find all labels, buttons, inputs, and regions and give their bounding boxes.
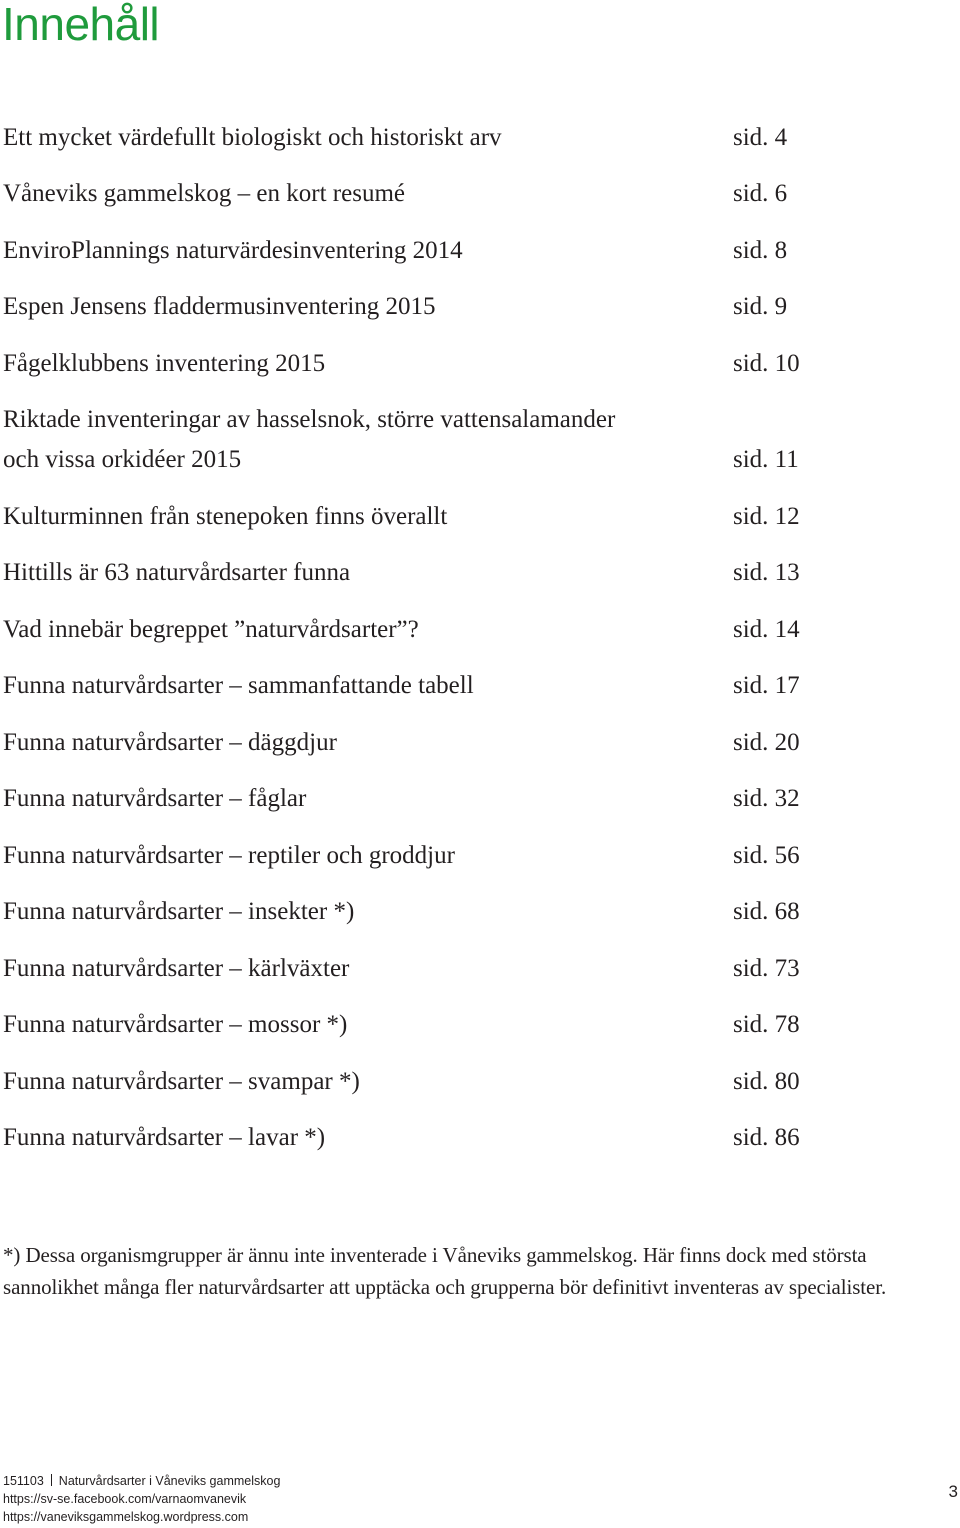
toc-entry-page: sid. 8	[733, 237, 788, 264]
toc-entry-title: Vad innebär begreppet ”naturvårdsarter”?	[3, 616, 419, 643]
toc-entry-title: Fågelklubbens inventering 2015	[3, 350, 326, 377]
toc-entry-page: sid. 11	[733, 446, 799, 473]
footer-blog-link[interactable]: https://vaneviksgammelskog.wordpress.com	[3, 1510, 249, 1524]
footer-date-code: 151103	[3, 1474, 44, 1488]
toc-entry-page: sid. 9	[733, 293, 788, 320]
toc-entry-title: Funna naturvårdsarter – däggdjur	[3, 729, 337, 756]
toc-entry-page: sid. 4	[733, 124, 788, 151]
toc-entry-page: sid. 12	[733, 503, 800, 530]
toc-entry-page: sid. 32	[733, 785, 800, 812]
toc-entry-title: Ett mycket värdefullt biologiskt och historiskt arv	[3, 124, 502, 151]
toc-entry-page: sid. 86	[733, 1124, 800, 1151]
page-footer	[3, 1472, 280, 1526]
toc-entry-title: Funna naturvårdsarter – lavar *)	[3, 1124, 326, 1151]
footer-facebook-link[interactable]: https://sv-se.facebook.com/varnaomvanevik	[3, 1492, 247, 1506]
toc-entry-page: sid. 56	[733, 842, 800, 869]
footer-separator	[51, 1474, 52, 1486]
toc-entry-title-line: och vissa orkidéer 2015	[3, 446, 242, 473]
footer-publication: Naturvårdsarter i Våneviks gammelskog	[58, 1474, 281, 1488]
toc-entry-title: Kulturminnen från stenepoken finns överallt	[3, 503, 448, 530]
toc-entry-page: sid. 17	[733, 672, 800, 699]
toc-entry-page: sid. 6	[733, 180, 788, 207]
toc-entry-page: sid. 20	[733, 729, 800, 756]
toc-entry-title: Hittills är 63 naturvårdsarter funna	[3, 559, 351, 586]
toc-entry-page: sid. 14	[733, 616, 800, 643]
toc-entry-title: Funna naturvårdsarter – svampar *)	[3, 1068, 360, 1095]
footnote: *) Dessa organismgrupper är ännu inte inventerade i Våneviks gammelskog. Här finns dock med största sannolikhet många fler naturvårdsarter att upptäcka och grupperna bör definitivt inventeras av specialister.	[3, 1243, 887, 1299]
toc-entry-title: Funna naturvårdsarter – sammanfattande tabell	[3, 672, 474, 699]
toc-entry-title	[3, 400, 615, 480]
toc-entry-page: sid. 10	[733, 350, 800, 377]
toc-entry-page: sid. 13	[733, 559, 800, 586]
toc-entry-title: Funna naturvårdsarter – fåglar	[3, 785, 307, 812]
toc-entry-title: Funna naturvårdsarter – mossor *)	[3, 1011, 348, 1038]
toc-entry-title: Espen Jensens fladdermusinventering 2015	[3, 293, 436, 320]
toc-entry-page: sid. 80	[733, 1068, 800, 1095]
toc-entry-page: sid. 68	[733, 898, 800, 925]
footer-publication-line	[3, 1472, 280, 1490]
table-of-contents	[3, 0, 903, 1180]
toc-entry-title: Funna naturvårdsarter – kärlväxter	[3, 955, 350, 982]
page-number: 3	[948, 1482, 958, 1501]
page-title: Innehåll	[2, 0, 160, 50]
toc-entry-page: sid. 78	[733, 1011, 800, 1038]
toc-entry-title-line: Riktade inventeringar av hasselsnok, större vattensalamander	[3, 406, 616, 433]
toc-entry-title: Våneviks gammelskog – en kort resumé	[3, 180, 405, 207]
toc-entry-title: Funna naturvårdsarter – reptiler och groddjur	[3, 842, 455, 869]
toc-entry-title: Funna naturvårdsarter – insekter *)	[3, 898, 355, 925]
toc-entry-title: EnviroPlannings naturvärdesinventering 2014	[3, 237, 463, 264]
toc-entry-page: sid. 73	[733, 955, 800, 982]
